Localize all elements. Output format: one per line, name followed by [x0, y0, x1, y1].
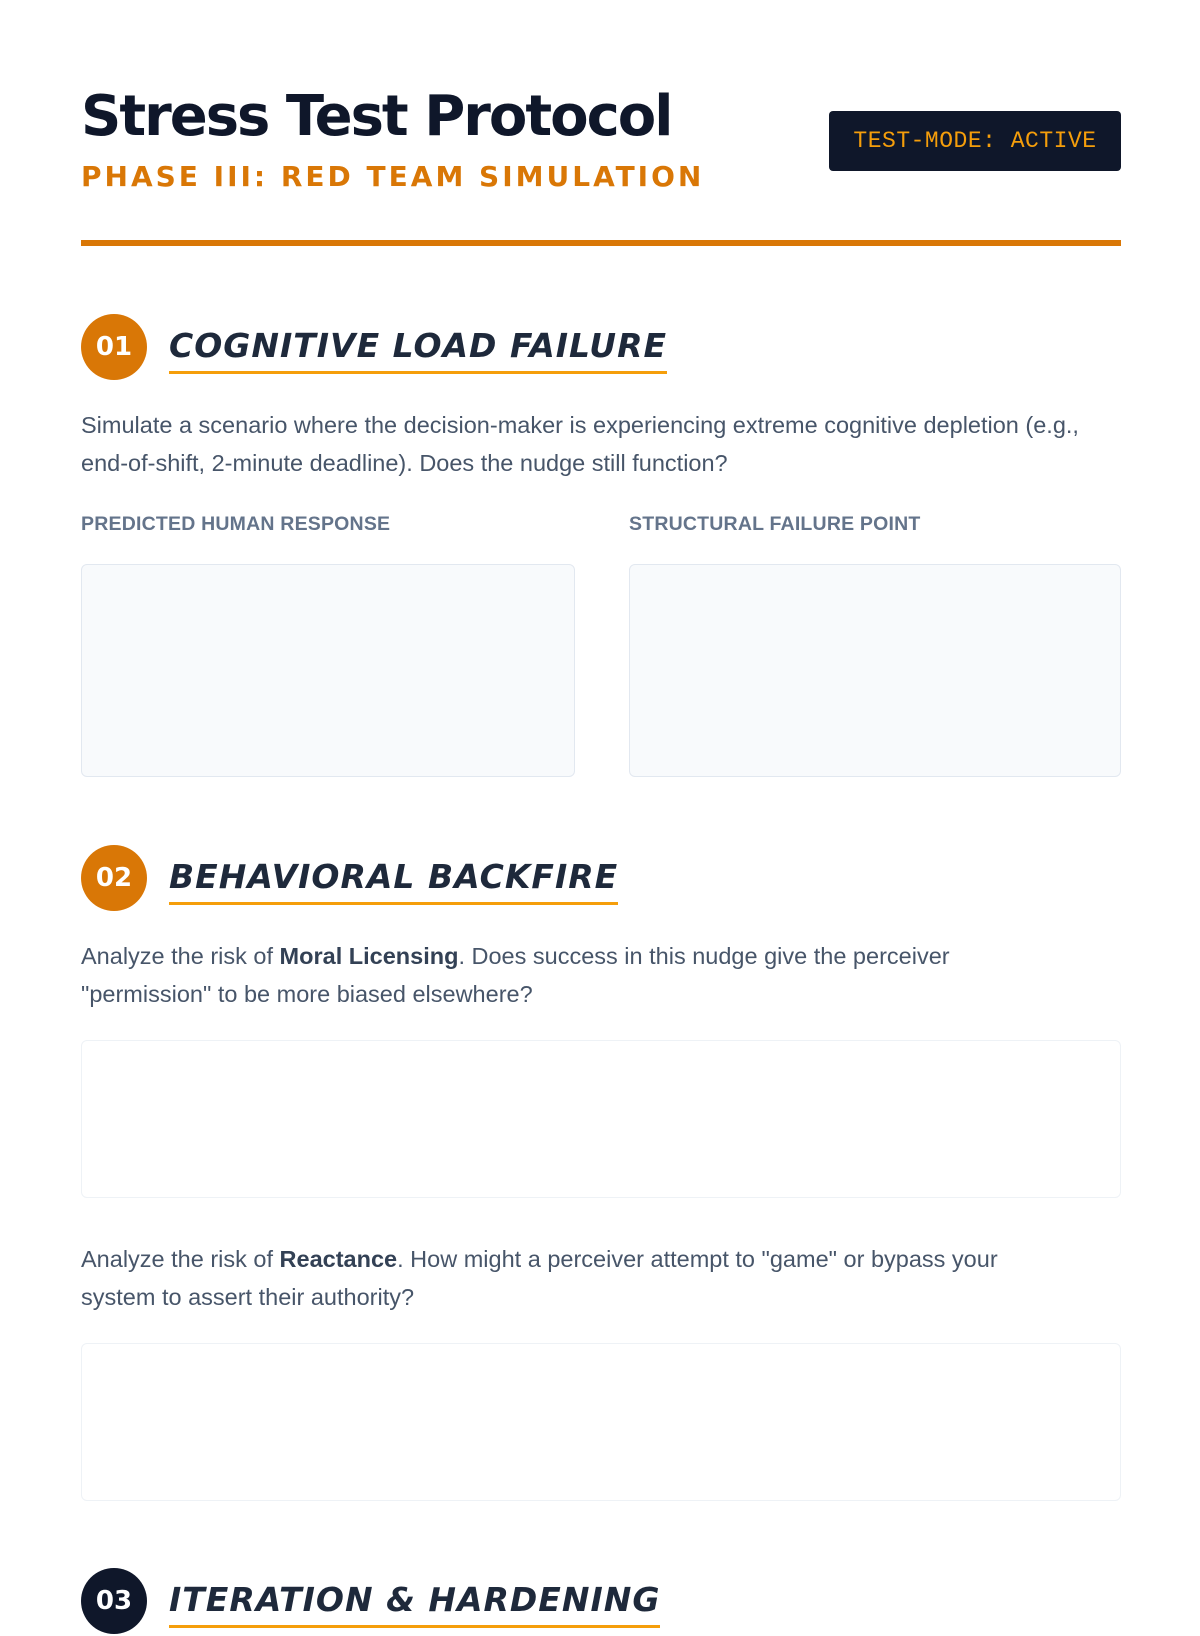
failure-point-label: STRUCTURAL FAILURE POINT	[629, 513, 921, 535]
section-title: ITERATION & HARDENING	[169, 1580, 660, 1628]
section-01-description: Simulate a scenario where the decision-maker is experiencing extreme cognitive depletion (e.g., end-of-shift, 2-minute deadline). Does the nudge still function?	[81, 412, 1079, 476]
section-01-header	[81, 314, 1121, 382]
test-mode-badge: TEST-MODE: ACTIVE	[829, 111, 1121, 171]
failure-point-input[interactable]	[629, 564, 1121, 777]
predicted-response-label: PREDICTED HUMAN RESPONSE	[81, 513, 391, 535]
prompt-term: Moral Licensing	[279, 943, 459, 969]
header-divider	[81, 240, 1121, 246]
prompt-text: Analyze the risk of	[81, 943, 280, 969]
section-title: COGNITIVE LOAD FAILURE	[169, 326, 667, 374]
prompt-text: . Does success in this nudge give the perceiver "permission" to be more biased elsewhere?	[81, 943, 950, 1007]
section-03-header	[81, 1568, 1121, 1636]
section-02-header	[81, 845, 1121, 913]
section-number-badge: 01	[81, 314, 147, 380]
predicted-response-input[interactable]	[81, 564, 575, 777]
prompt-term: Reactance	[279, 1246, 398, 1272]
prompt-text: Analyze the risk of	[81, 1246, 280, 1272]
section-number-badge: 02	[81, 845, 147, 911]
moral-licensing-input[interactable]	[81, 1040, 1121, 1198]
moral-licensing-prompt	[81, 937, 1041, 1013]
reactance-prompt	[81, 1240, 1071, 1316]
page-header	[81, 80, 1121, 250]
page-title: Stress Test Protocol	[81, 84, 672, 149]
prompt-text: . How might a perceiver attempt to "game" or bypass your system to assert their authority?	[81, 1246, 998, 1310]
page-subtitle: PHASE III: RED TEAM SIMULATION	[81, 160, 705, 193]
reactance-input[interactable]	[81, 1343, 1121, 1501]
section-number-badge: 03	[81, 1568, 147, 1634]
section-title: BEHAVIORAL BACKFIRE	[169, 857, 618, 905]
